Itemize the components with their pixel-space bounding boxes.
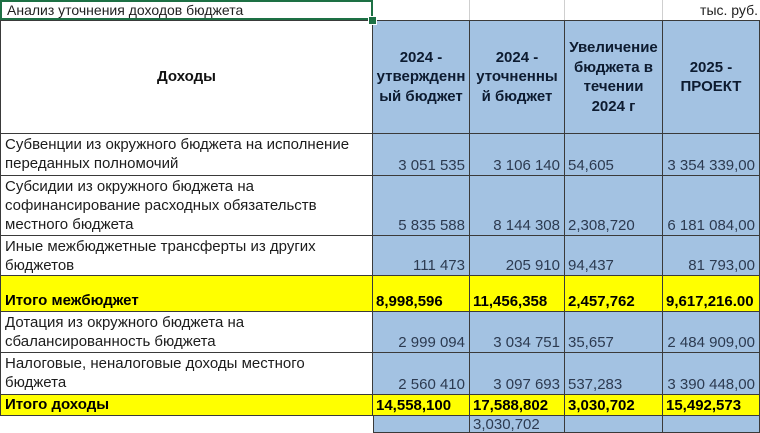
value-cell[interactable]: 54,605 [565, 134, 663, 176]
value-cell[interactable]: 2,457,762 [565, 276, 663, 312]
empty-cell[interactable] [565, 0, 663, 20]
title-row [0, 0, 760, 20]
value-cell[interactable]: 2 999 094 [373, 312, 470, 353]
table-row [0, 353, 760, 395]
value-cell[interactable]: 3 051 535 [373, 134, 470, 176]
value-cell[interactable]: 9,617,216.00 [663, 276, 760, 312]
value-cell[interactable]: 8 144 308 [470, 176, 565, 236]
unit-label: тыс. руб. [700, 2, 758, 18]
column-header-increase-2024[interactable]: Увеличение бюджета в течении 2024 г [565, 20, 663, 134]
table-row [0, 236, 760, 276]
row-label-cell[interactable]: Налоговые, неналоговые доходы местного бюджета [0, 353, 373, 395]
column-header-2025-project[interactable]: 2025 - ПРОЕКТ [663, 20, 760, 134]
value-cell[interactable]: 14,558,100 [373, 395, 470, 416]
value-cell[interactable] [373, 416, 470, 433]
value-cell[interactable]: 3 034 751 [470, 312, 565, 353]
value-cell[interactable]: 15,492,573 [663, 395, 760, 416]
value-cell[interactable]: 3,030,702 [470, 416, 565, 433]
table-row [0, 176, 760, 236]
value-cell[interactable]: 94,437 [565, 236, 663, 276]
table-row [0, 312, 760, 353]
selection-fill-handle[interactable] [368, 16, 377, 25]
sheet-title: Анализ уточнения доходов бюджета [7, 2, 244, 18]
table-header-row [0, 20, 760, 134]
value-cell[interactable] [663, 416, 760, 433]
value-cell[interactable]: 3 106 140 [470, 134, 565, 176]
empty-cell[interactable] [470, 0, 565, 20]
value-cell[interactable]: 3 354 339,00 [663, 134, 760, 176]
column-header-2024-approved[interactable]: 2024 - утвержденный бюджет [373, 20, 470, 134]
value-cell[interactable]: 2 484 909,00 [663, 312, 760, 353]
row-label-cell[interactable]: Итого межбюджет [0, 276, 373, 312]
footer-row [0, 416, 760, 433]
value-cell[interactable]: 8,998,596 [373, 276, 470, 312]
value-cell[interactable]: 11,456,358 [470, 276, 565, 312]
row-label-cell[interactable]: Субвенции из окружного бюджета на исполнение переданных полномочий [0, 134, 373, 176]
value-cell[interactable]: 2,308,720 [565, 176, 663, 236]
table-row [0, 134, 760, 176]
column-header-2024-updated[interactable]: 2024 - уточненный бюджет [470, 20, 565, 134]
row-label-cell[interactable]: Субсидии из окружного бюджета на софинансирование расходных обязательств местного бюджета [0, 176, 373, 236]
column-header-dohody[interactable]: Доходы [0, 20, 373, 134]
table-body [0, 134, 760, 433]
value-cell[interactable]: 5 835 588 [373, 176, 470, 236]
value-cell[interactable]: 3 097 693 [470, 353, 565, 395]
value-cell[interactable]: 205 910 [470, 236, 565, 276]
unit-label-cell[interactable] [663, 0, 760, 20]
value-cell[interactable]: 6 181 084,00 [663, 176, 760, 236]
value-cell[interactable]: 17,588,802 [470, 395, 565, 416]
value-cell[interactable]: 2 560 410 [373, 353, 470, 395]
value-cell[interactable]: 35,657 [565, 312, 663, 353]
total-row [0, 395, 760, 416]
row-label-cell[interactable]: Итого доходы [0, 395, 373, 416]
row-label-cell[interactable]: Иные межбюджетные трансферты из других бюджетов [0, 236, 373, 276]
empty-cell[interactable] [0, 416, 373, 433]
value-cell[interactable]: 111 473 [373, 236, 470, 276]
value-cell[interactable]: 3,030,702 [565, 395, 663, 416]
value-cell[interactable] [565, 416, 663, 433]
value-cell[interactable]: 3 390 448,00 [663, 353, 760, 395]
value-cell[interactable]: 537,283 [565, 353, 663, 395]
value-cell[interactable]: 81 793,00 [663, 236, 760, 276]
total-row [0, 276, 760, 312]
sheet-title-cell[interactable] [0, 0, 373, 20]
row-label-cell[interactable]: Дотация из окружного бюджета на сбалансированность бюджета [0, 312, 373, 353]
empty-cell[interactable] [373, 0, 470, 20]
